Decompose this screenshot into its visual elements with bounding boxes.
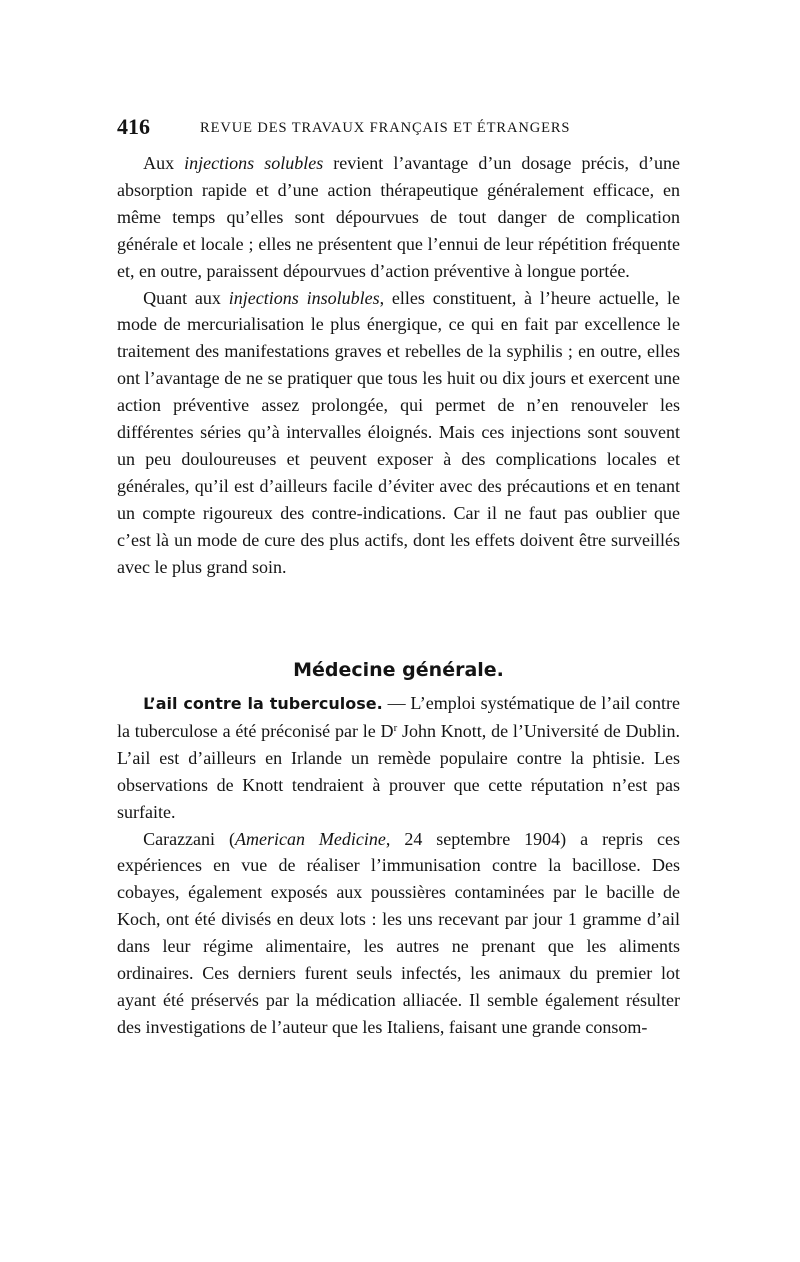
paragraph-carazzani bbox=[117, 826, 680, 1041]
article-title: L’ail contre la tuberculose. bbox=[143, 694, 383, 713]
italic-source: American Medicine bbox=[234, 828, 386, 849]
paragraph-lead: Carazzani ( bbox=[143, 828, 235, 849]
running-title: REVUE DES TRAVAUX FRANÇAIS ET ÉTRANGERS bbox=[200, 120, 571, 136]
page-number: 416 bbox=[117, 114, 150, 139]
paragraph-text: , elles constituent, à l’heure actuelle, le mode de mercurialisation le plus énergique, ce qui en fait par excellence le traitement des manifestations graves et rebelles de la syphilis ; en outre, elles ont l’avantage de ne se pratiquer que tous les huit ou dix jours et exercent une action préventive assez prolongée, qui permet de n’en renouveler les différentes séries qu’à intervalles éloignés. Mais ces injections sont souvent un peu douloureuses et peuvent exposer à des complications locales et générales, qu’il est d’ailleurs facile d’éviter avec des précautions et en tenant un compte rigoureux des contre-indications. Car il ne faut pas oublier que c’est là un mode de cure des plus actifs, dont les effets doivent être surveillés avec le plus grand soin. bbox=[117, 287, 680, 577]
superscript: r bbox=[393, 721, 398, 734]
paragraph-text: John Knott, de l’Université de Dublin. L’ail est d’ailleurs en Irlande un remède populaire contre la phtisie. Les observations de Knott tendraient à prouver que cette réputation n’est pas surfaite. bbox=[117, 720, 680, 822]
paragraph-text: — L’emploi systématique de l’ail contre la tuberculose a été préconisé par le D bbox=[117, 693, 680, 741]
paragraph-injections-solubles bbox=[117, 150, 680, 285]
body-text-top bbox=[117, 150, 680, 581]
italic-term: injections solubles bbox=[184, 153, 324, 173]
paragraph-lead: Aux bbox=[143, 153, 185, 173]
paragraph-lead: Quant aux bbox=[143, 287, 229, 308]
page-header bbox=[117, 112, 680, 142]
body-text-bottom bbox=[117, 690, 680, 1041]
paragraph-text: , 24 septembre 1904) a repris ces expériences en vue de réaliser l’immunisation contre la bacillose. Des cobayes, également exposés aux poussières contaminées par le bacille de Koch, ont été divisés en deux lots : les uns recevant par jour 1 gramme d’ail dans leur régime alimentaire, les autres ne prenant que les aliments ordinaires. Ces derniers furent seuls infectés, les animaux du premier lot ayant été préservés par la médication alliacée. Il semble également résulter des investigations de l’auteur que les Italiens, faisant une grande consom- bbox=[117, 828, 680, 1037]
paragraph-ail-tuberculose bbox=[117, 690, 680, 826]
paragraph-text: revient l’avantage d’un dosage précis, d’une absorption rapide et d’une action thérapeutique généralement efficace, en même temps qu’elles sont dépourvues de tout danger de complication générale et locale ; elles ne présentent que l’ennui de leur répétition fréquente et, en outre, paraissent dépourvues d’action préventive à longue portée. bbox=[117, 153, 680, 281]
paragraph-injections-insolubles bbox=[117, 285, 680, 581]
section-heading: Médecine générale. bbox=[293, 659, 504, 681]
italic-term: injections insolubles bbox=[228, 287, 380, 308]
